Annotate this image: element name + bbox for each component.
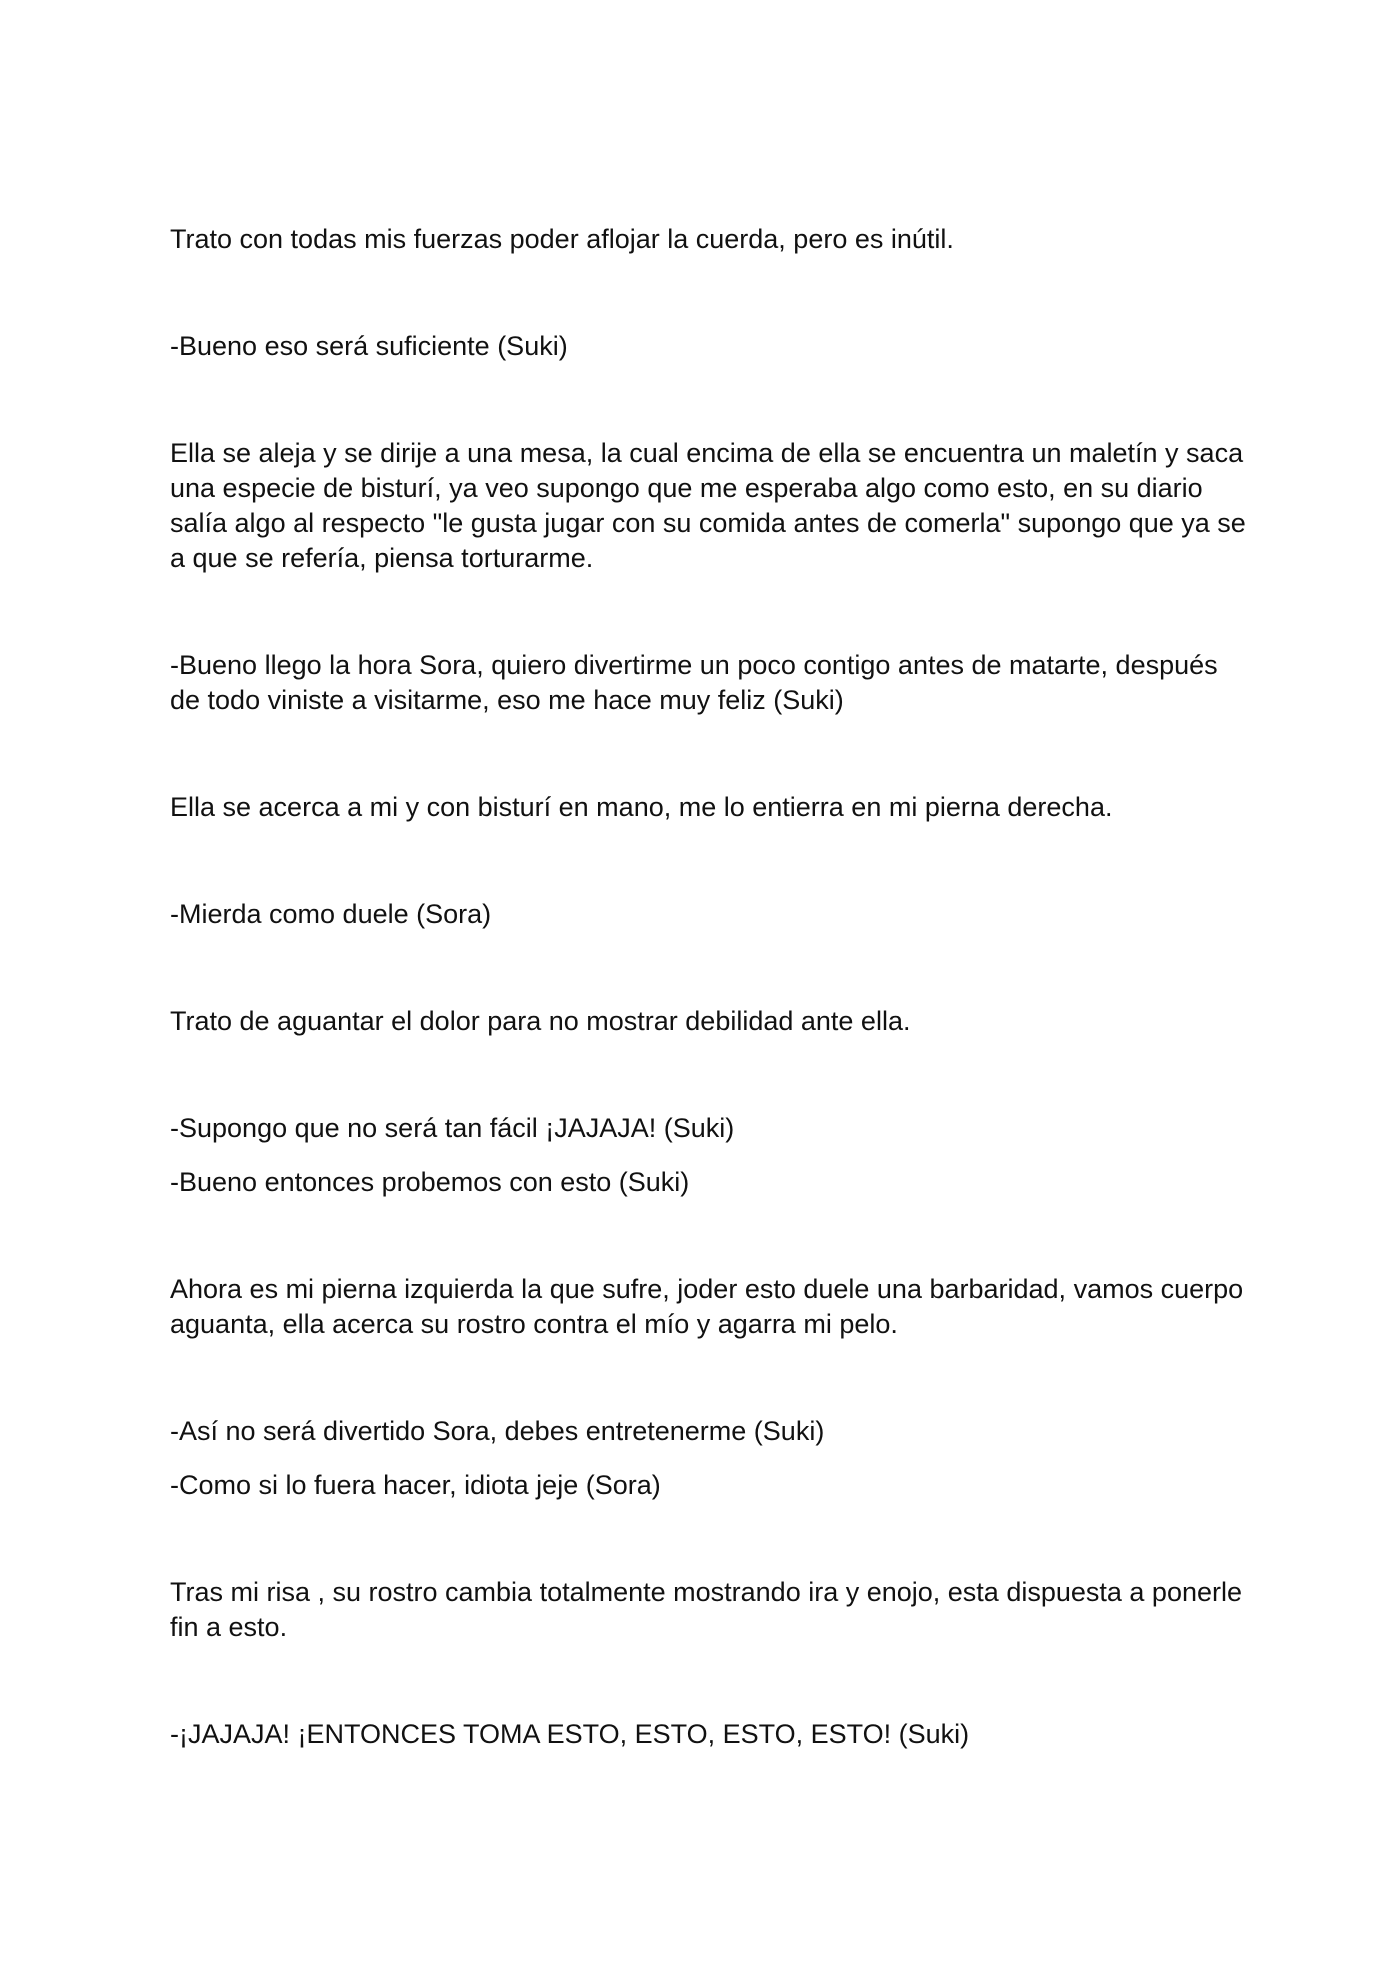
paragraph-2: -Bueno eso será suficiente (Suki) xyxy=(170,331,568,361)
paragraph-14: -¡JAJAJA! ¡ENTONCES TOMA ESTO, ESTO, ESTO, ESTO! (Suki) xyxy=(170,1719,970,1749)
paragraph-8: -Supongo que no será tan fácil ¡JAJAJA! (Suki) xyxy=(170,1113,735,1143)
paragraph-10: Ahora es mi pierna izquierda la que sufre, joder esto duele una barbaridad, vamos cuerpo aguanta, ella acerca su rostro contra el mío y agarra mi pelo. xyxy=(170,1274,1244,1339)
paragraph-4: -Bueno llego la hora Sora, quiero divertirme un poco contigo antes de matarte, después de todo viniste a visitarme, eso me hace muy feliz (Suki) xyxy=(170,650,1218,715)
paragraph-9: -Bueno entonces probemos con esto (Suki) xyxy=(170,1167,690,1197)
paragraph-5: Ella se acerca a mi y con bisturí en mano, me lo entierra en mi pierna derecha. xyxy=(170,792,1113,822)
paragraph-3: Ella se aleja y se dirije a una mesa, la cual encima de ella se encuentra un maletín y saca una especie de bisturí, ya veo supongo que me esperaba algo como esto, en su diario salía algo al respecto "le gusta jugar con su comida antes de comerla" supongo que ya se a que se refería, piensa torturarme. xyxy=(170,438,1246,573)
paragraph-13: Tras mi risa , su rostro cambia totalmente mostrando ira y enojo, esta dispuesta a ponerle fin a esto. xyxy=(170,1577,1242,1642)
paragraph-6: -Mierda como duele (Sora) xyxy=(170,899,492,929)
paragraph-12: -Como si lo fuera hacer, idiota jeje (Sora) xyxy=(170,1470,661,1500)
document-body xyxy=(170,222,1250,1752)
paragraph-1: Trato con todas mis fuerzas poder aflojar la cuerda, pero es inútil. xyxy=(170,224,954,254)
paragraph-11: -Así no será divertido Sora, debes entretenerme (Suki) xyxy=(170,1416,825,1446)
paragraph-7: Trato de aguantar el dolor para no mostrar debilidad ante ella. xyxy=(170,1006,911,1036)
